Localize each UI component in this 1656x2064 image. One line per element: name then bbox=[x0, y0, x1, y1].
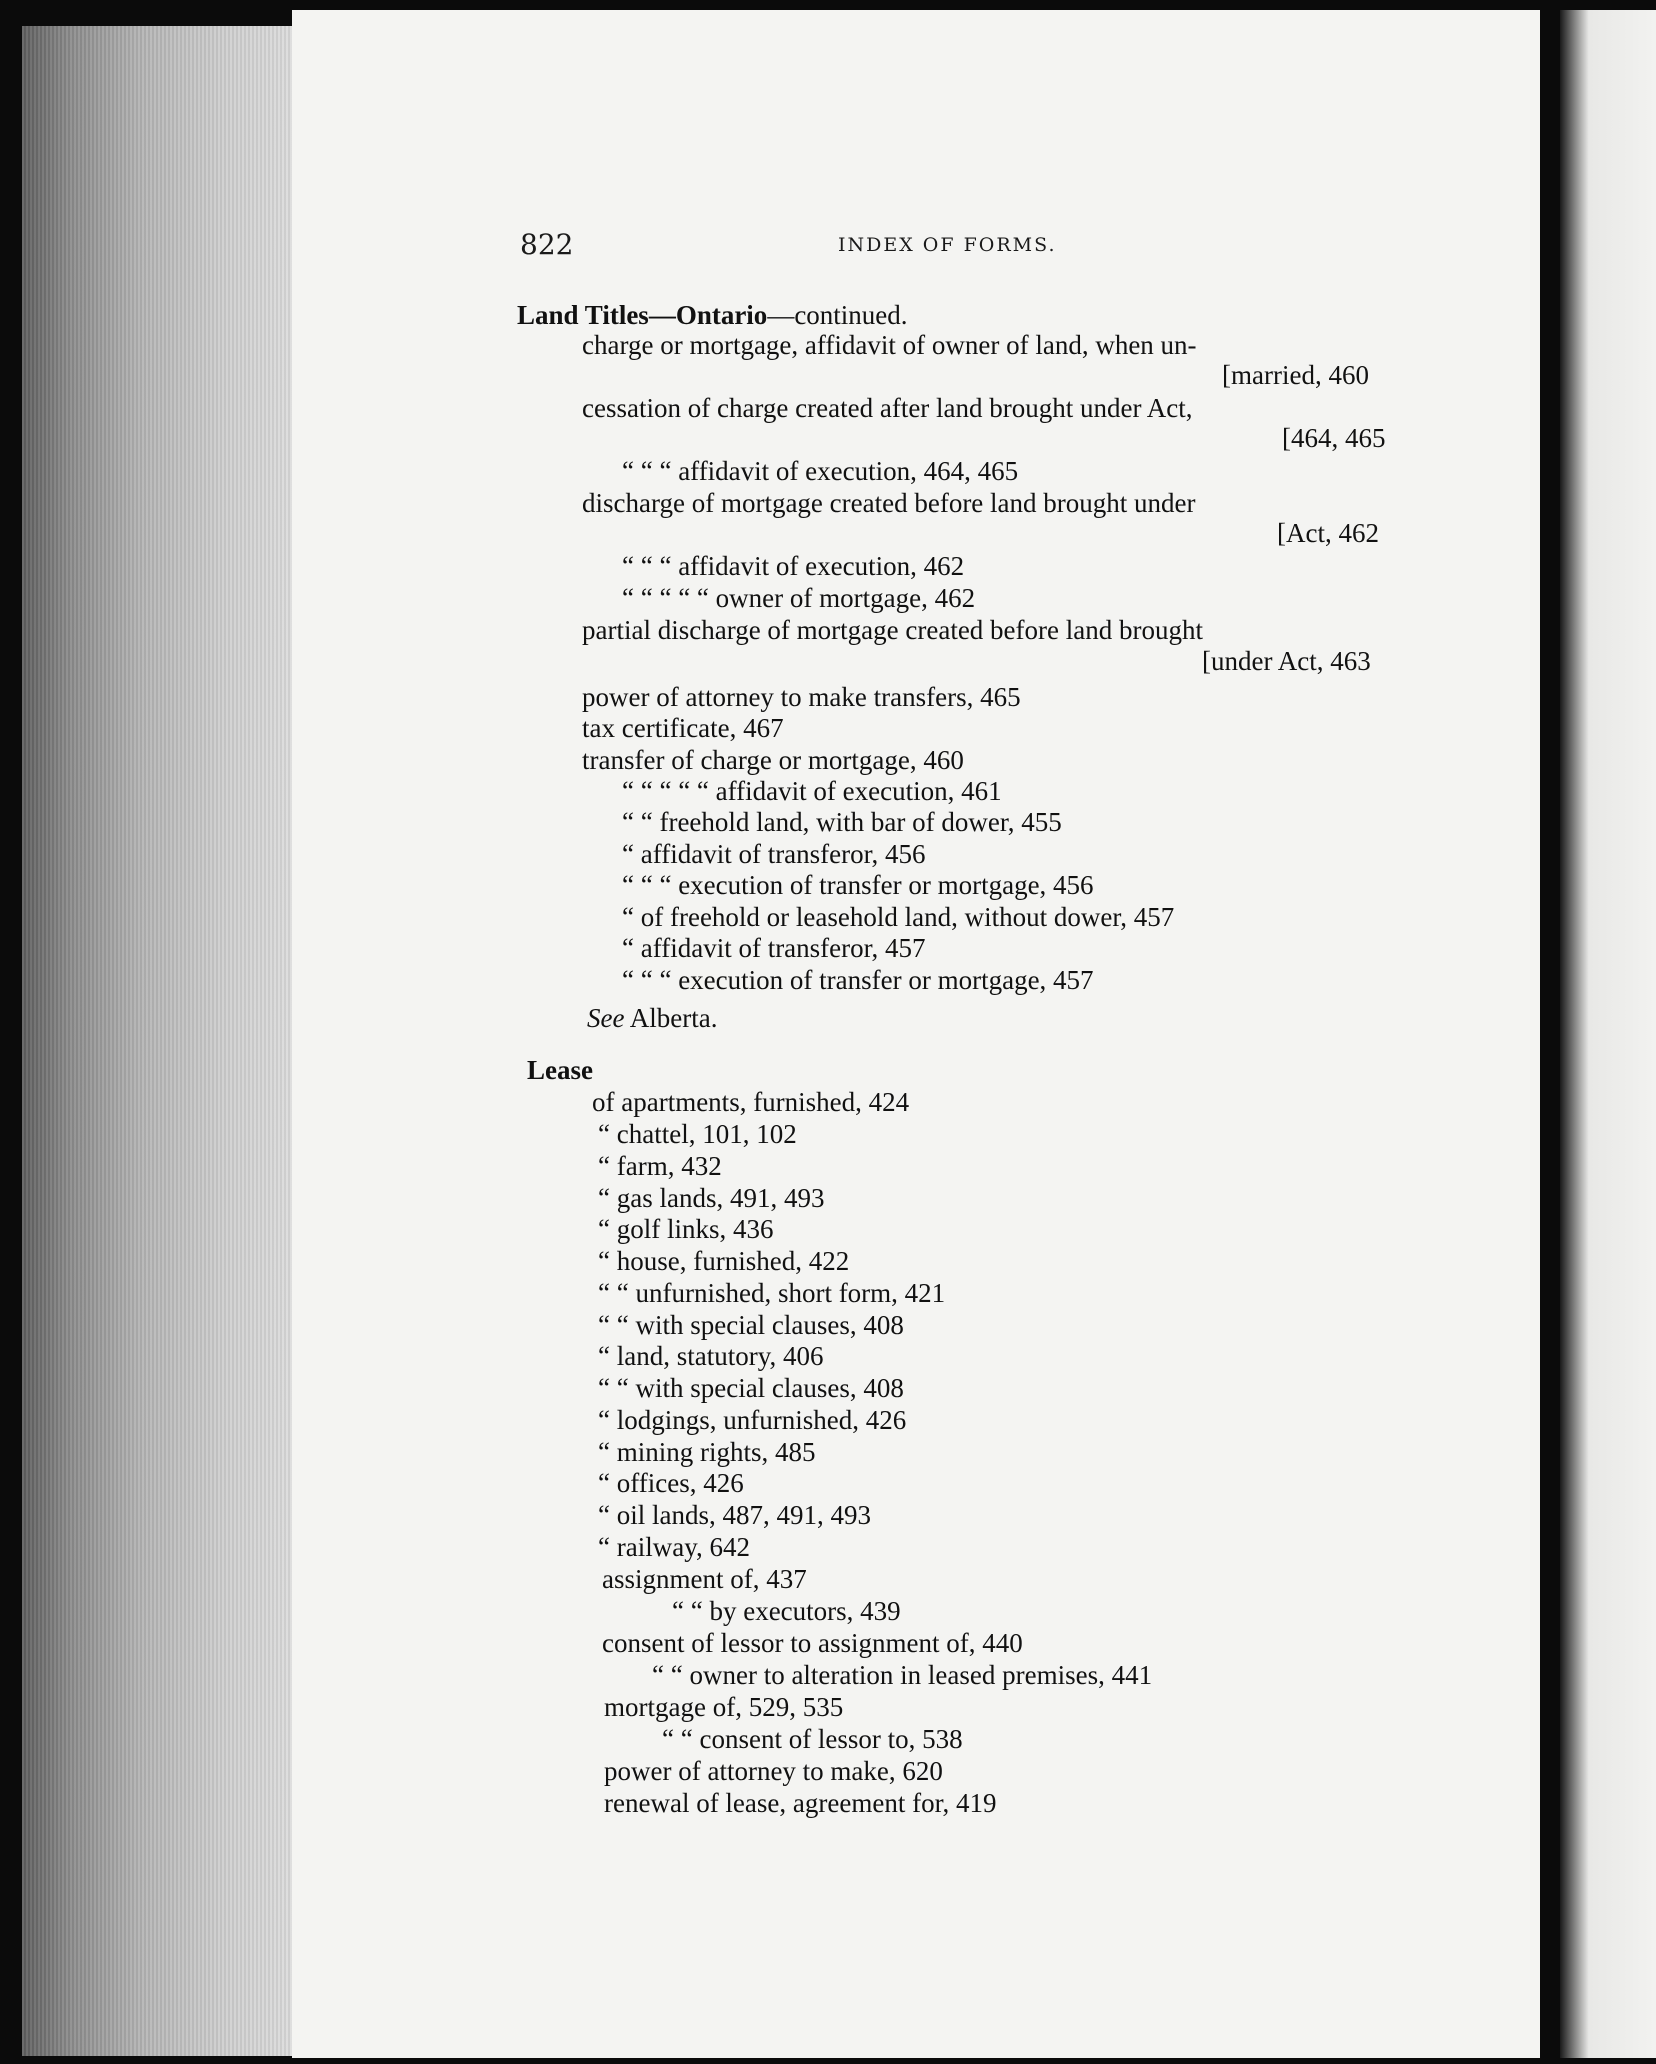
section-heading-lease: Lease bbox=[527, 1055, 593, 1085]
page-number: 822 bbox=[520, 228, 574, 261]
entry-line: “ “ owner to alteration in leased premises, 441 bbox=[652, 1660, 1153, 1690]
entry-line: “ mining rights, 485 bbox=[598, 1437, 816, 1467]
entry-line: discharge of mortgage created before land brought under bbox=[582, 488, 1196, 518]
entry-line: “ “ consent of lessor to, 538 bbox=[662, 1724, 963, 1754]
entry-line: “ land, statutory, 406 bbox=[598, 1341, 824, 1371]
see-word: See bbox=[587, 1003, 625, 1033]
heading-continued: —continued. bbox=[767, 300, 908, 330]
see-also-reference bbox=[587, 1003, 717, 1034]
entry-line: power of attorney to make transfers, 465 bbox=[582, 682, 1021, 712]
heading-ontario: Ontario bbox=[675, 300, 768, 330]
heading-land-titles: Land Titles bbox=[517, 300, 649, 330]
entry-line: “ oil lands, 487, 491, 493 bbox=[598, 1500, 871, 1530]
index-entries bbox=[292, 10, 1540, 2058]
entry-line: power of attorney to make, 620 bbox=[604, 1756, 943, 1786]
entry-line: [married, 460 bbox=[1222, 360, 1369, 390]
entry-line: “ “ unfurnished, short form, 421 bbox=[598, 1278, 946, 1308]
facing-page bbox=[1560, 10, 1656, 2058]
entry-line: “ “ “ affidavit of execution, 464, 465 bbox=[622, 456, 1019, 486]
see-target: Alberta. bbox=[629, 1003, 718, 1033]
entry-line: partial discharge of mortgage created before land brought bbox=[582, 615, 1203, 645]
entry-line: “ offices, 426 bbox=[598, 1468, 744, 1498]
entry-line: “ chattel, 101, 102 bbox=[598, 1119, 797, 1149]
entry-line: “ “ freehold land, with bar of dower, 455 bbox=[622, 807, 1062, 837]
entry-line: consent of lessor to assignment of, 440 bbox=[602, 1628, 1023, 1658]
heading-dash: — bbox=[648, 300, 676, 330]
entry-line: [Act, 462 bbox=[1277, 518, 1379, 548]
section-heading-land-titles bbox=[517, 300, 908, 331]
entry-line: “ “ “ “ “ affidavit of execution, 461 bbox=[622, 776, 1002, 806]
entry-line: of apartments, furnished, 424 bbox=[592, 1087, 910, 1117]
entry-line: “ lodgings, unfurnished, 426 bbox=[598, 1405, 907, 1435]
entry-line: “ “ “ execution of transfer or mortgage, 457 bbox=[622, 965, 1094, 995]
entry-line: “ railway, 642 bbox=[598, 1532, 750, 1562]
book-page-edges bbox=[22, 26, 294, 2056]
book-gutter bbox=[1540, 0, 1560, 2064]
book-page bbox=[292, 10, 1540, 2058]
entry-line: tax certificate, 467 bbox=[582, 713, 784, 743]
entry-line: “ affidavit of transferor, 457 bbox=[622, 933, 926, 963]
entry-line: renewal of lease, agreement for, 419 bbox=[604, 1788, 997, 1818]
entry-line: “ gas lands, 491, 493 bbox=[598, 1183, 825, 1213]
entry-line: “ house, furnished, 422 bbox=[598, 1246, 850, 1276]
entry-line: “ “ “ affidavit of execution, 462 bbox=[622, 551, 965, 581]
entry-line: charge or mortgage, affidavit of owner of land, when un- bbox=[582, 330, 1197, 360]
entry-line: mortgage of, 529, 535 bbox=[604, 1692, 844, 1722]
entry-line: “ “ “ execution of transfer or mortgage, 456 bbox=[622, 870, 1094, 900]
entry-line: [under Act, 463 bbox=[1202, 646, 1371, 676]
entry-line: “ farm, 432 bbox=[598, 1151, 722, 1181]
entry-line: [464, 465 bbox=[1282, 423, 1386, 453]
entry-line: “ of freehold or leasehold land, without dower, 457 bbox=[622, 902, 1175, 932]
entry-line: cessation of charge created after land brought under Act, bbox=[582, 393, 1193, 423]
entry-line: “ “ with special clauses, 408 bbox=[598, 1310, 904, 1340]
entry-line: “ affidavit of transferor, 456 bbox=[622, 839, 926, 869]
running-head: INDEX OF FORMS. bbox=[838, 234, 1057, 256]
entry-line: “ “ with special clauses, 408 bbox=[598, 1373, 904, 1403]
entry-line: “ “ “ “ “ owner of mortgage, 462 bbox=[622, 583, 976, 613]
entry-line: assignment of, 437 bbox=[602, 1564, 807, 1594]
entry-line: “ golf links, 436 bbox=[598, 1214, 774, 1244]
entry-line: transfer of charge or mortgage, 460 bbox=[582, 745, 964, 775]
entry-line: “ “ by executors, 439 bbox=[672, 1596, 901, 1626]
page-header bbox=[520, 228, 1520, 268]
